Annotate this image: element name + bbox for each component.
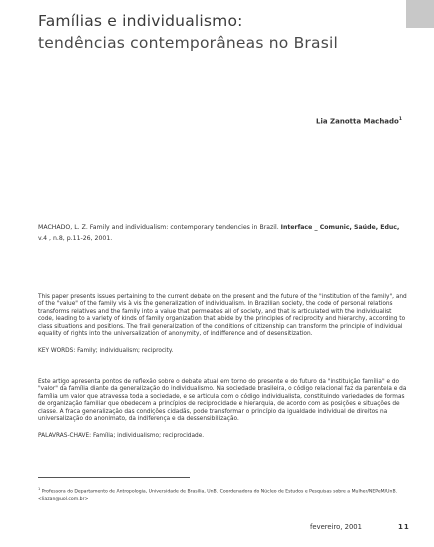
author-footnote-mark: 1 (398, 117, 402, 122)
citation (38, 222, 406, 244)
abstract-pt: Este artigo apresenta pontos de reflexão sobre o debate atual em torno do presente e do futuro da "instituição família" e do "valor" da família diante da generalização do individualismo. Na sociedade brasileira, o código relacional faz da parentela e da família um valor que atravessa toda a sociedade, e se articula com o código individualista, constituindo variedades de formas de organização familiar que obedecem a princípios de reciprocidade e hierarquia, de acordo com as posições e situações de classe. A fraca generalização das condições cidadãs, pode transformar o princípio da igualdade individual de direitos na universalização do anonimato, da indiferença e da dessensibilização. (38, 379, 407, 423)
footnote (38, 486, 412, 503)
article-subtitle: tendências contemporâneas no Brasil (38, 34, 338, 52)
footnote-text: Professora do Departamento de Antropologia, Universidade de Brasília, UnB. Coordenadora do Núcleo de Estudos e Pesquisas sobre a Mulher/NEPeM/UnB. <liazan@uol.com.br> (38, 489, 398, 502)
corner-tab (406, 0, 434, 28)
page-number: 11 (398, 523, 410, 531)
footnote-divider (38, 477, 190, 478)
keywords-en: KEY WORDS: Family; individualism; reciprocity. (38, 348, 174, 354)
abstract-en: This paper presents issues pertaining to the current debate on the present and the future of the "institution of the family", and of the "value" of the family vis à vis the generalization of individualism. In Brazilian society, the code of personal relations transforms relatives and the family into a value that permeates all of society, and that is articulated with the individualist code, leading to a variety of kinds of family organization that abide by the principles of reciprocity and hierarchy, according to class situations and positions. The frail generalization of the conditions of citizenship can transform the principle of individual equality of rights into the universalization of anonymity, of indifference and of desensitization. (38, 294, 407, 338)
author-line (316, 117, 402, 125)
citation-journal: Interface _ Comunic, Saúde, Educ, (280, 224, 400, 231)
author-name: Lia Zanotta Machado (316, 117, 399, 126)
article-title: Famílias e individualismo: (38, 12, 243, 30)
footer-date: fevereiro, 2001 (310, 523, 362, 531)
keywords-pt: PALAVRAS-CHAVE: Família; individualismo; reciprocidade. (38, 433, 205, 439)
citation-details: v.4 , n.8, p.11-26, 2001. (38, 235, 113, 242)
footnote-mark: 1 (38, 487, 41, 491)
citation-ref: MACHADO, L. Z. Family and individualism: contemporary tendencies in Brazil. (38, 224, 279, 231)
